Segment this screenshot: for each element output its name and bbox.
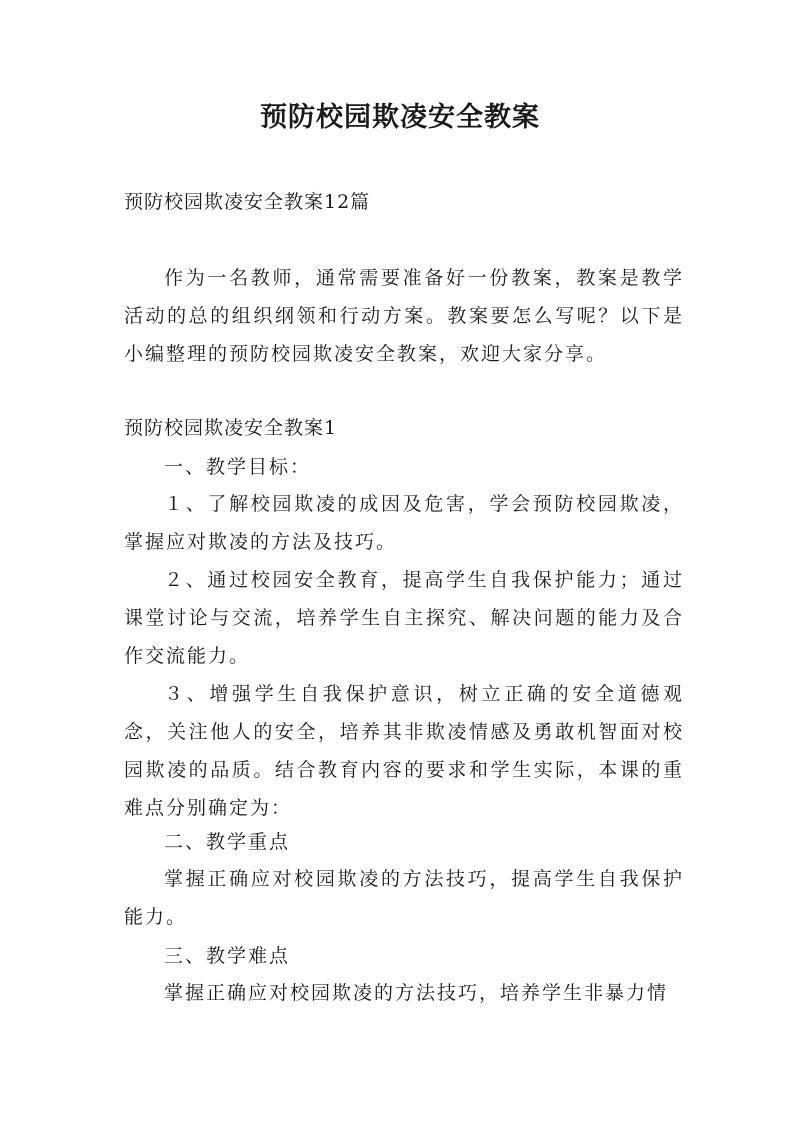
heading-key-points: 二、教学重点 [164, 831, 291, 853]
section-title: 预防校园欺凌安全教案1 [124, 417, 338, 439]
heading-difficult-points: 三、教学难点 [164, 945, 291, 967]
key-point-paragraph: 掌握正确应对校园欺凌的方法技巧，提高学生自我保护能力。 [124, 868, 684, 928]
objective-1: １、了解校园欺凌的成因及危害，学会预防校园欺凌，掌握应对欺凌的方法及技巧。 [124, 493, 684, 553]
difficult-point-paragraph: 掌握正确应对校园欺凌的方法技巧，培养学生非暴力情 [164, 982, 669, 1004]
intro-paragraph: 作为一名教师，通常需要准备好一份教案，教案是教学活动的总的组织纲领和行动方案。教案要怎么写呢？以下是小编整理的预防校园欺凌安全教案，欢迎大家分享。 [124, 267, 684, 365]
heading-objectives: 一、教学目标： [164, 456, 312, 478]
objective-2: ２、通过校园安全教育，提高学生自我保护能力；通过课堂讨论与交流，培养学生自主探究、解决问题的能力及合作交流能力。 [124, 569, 684, 667]
document-subtitle: 预防校园欺凌安全教案12篇 [124, 191, 371, 213]
document-title: 预防校园欺凌安全教案 [260, 102, 540, 133]
objective-3: ３、增强学生自我保护意识，树立正确的安全道德观念，关注他人的安全，培养其非欺凌情感及勇敢机智面对校园欺凌的品质。结合教育内容的要求和学生实际，本课的重难点分别确定为： [124, 683, 684, 819]
